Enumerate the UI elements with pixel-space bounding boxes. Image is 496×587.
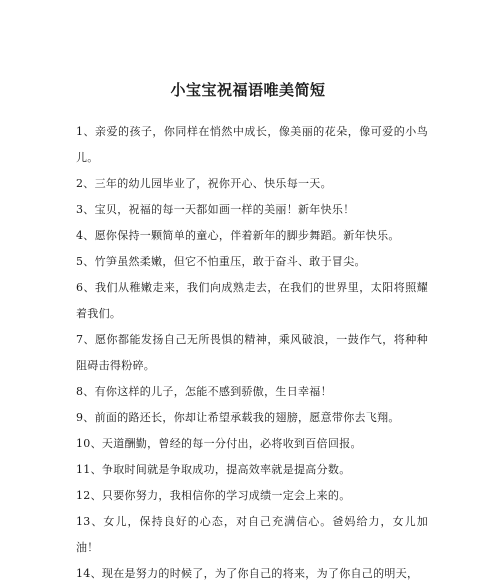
list-item: 9、前面的路还长，你却让希望承载我的翅膀，愿意带你去飞翔。 — [76, 411, 400, 424]
list-item: 4、愿你保持一颗简单的童心，伴着新年的脚步舞蹈。新年快乐。 — [76, 229, 400, 242]
list-item: 14、现在是努力的时候了，为了你自己的将来，为了你自己的明天， — [76, 567, 419, 580]
list-item: 13、女儿，保持良好的心态，对自己充满信心。爸妈给力，女儿加油！ — [76, 515, 428, 554]
list-item: 3、宝贝，祝福的每一天都如画一样的美丽！新年快乐！ — [76, 203, 355, 216]
blessing-list — [76, 119, 428, 587]
list-item: 11、争取时间就是争取成功，提高效率就是提高分数。 — [76, 463, 351, 476]
list-item: 12、只要你努力，我相信你的学习成绩一定会上来的。 — [76, 489, 351, 502]
list-item: 6、我们从稚嫩走来，我们向成熟走去，在我们的世界里，太阳将照耀着我们。 — [76, 281, 428, 320]
list-item: 8、有你这样的儿子，怎能不感到骄傲，生日幸福！ — [76, 385, 332, 398]
list-item: 7、愿你都能发扬自己无所畏惧的精神，乘风破浪，一鼓作气，将种种阻碍击得粉碎。 — [76, 333, 428, 372]
list-item: 2、三年的幼儿园毕业了，祝你开心、快乐每一天。 — [76, 177, 332, 190]
page-title: 小宝宝祝福语唯美简短 — [170, 81, 326, 99]
list-item: 5、竹笋虽然柔嫩，但它不怕重压，敢于奋斗、敢于冒尖。 — [76, 255, 366, 268]
list-item: 1、亲爱的孩子，你同样在悄然中成长，像美丽的花朵，像可爱的小鸟儿。 — [76, 125, 428, 164]
list-item: 10、天道酬勤，曾经的每一分付出，必将收到百倍回报。 — [76, 437, 362, 450]
